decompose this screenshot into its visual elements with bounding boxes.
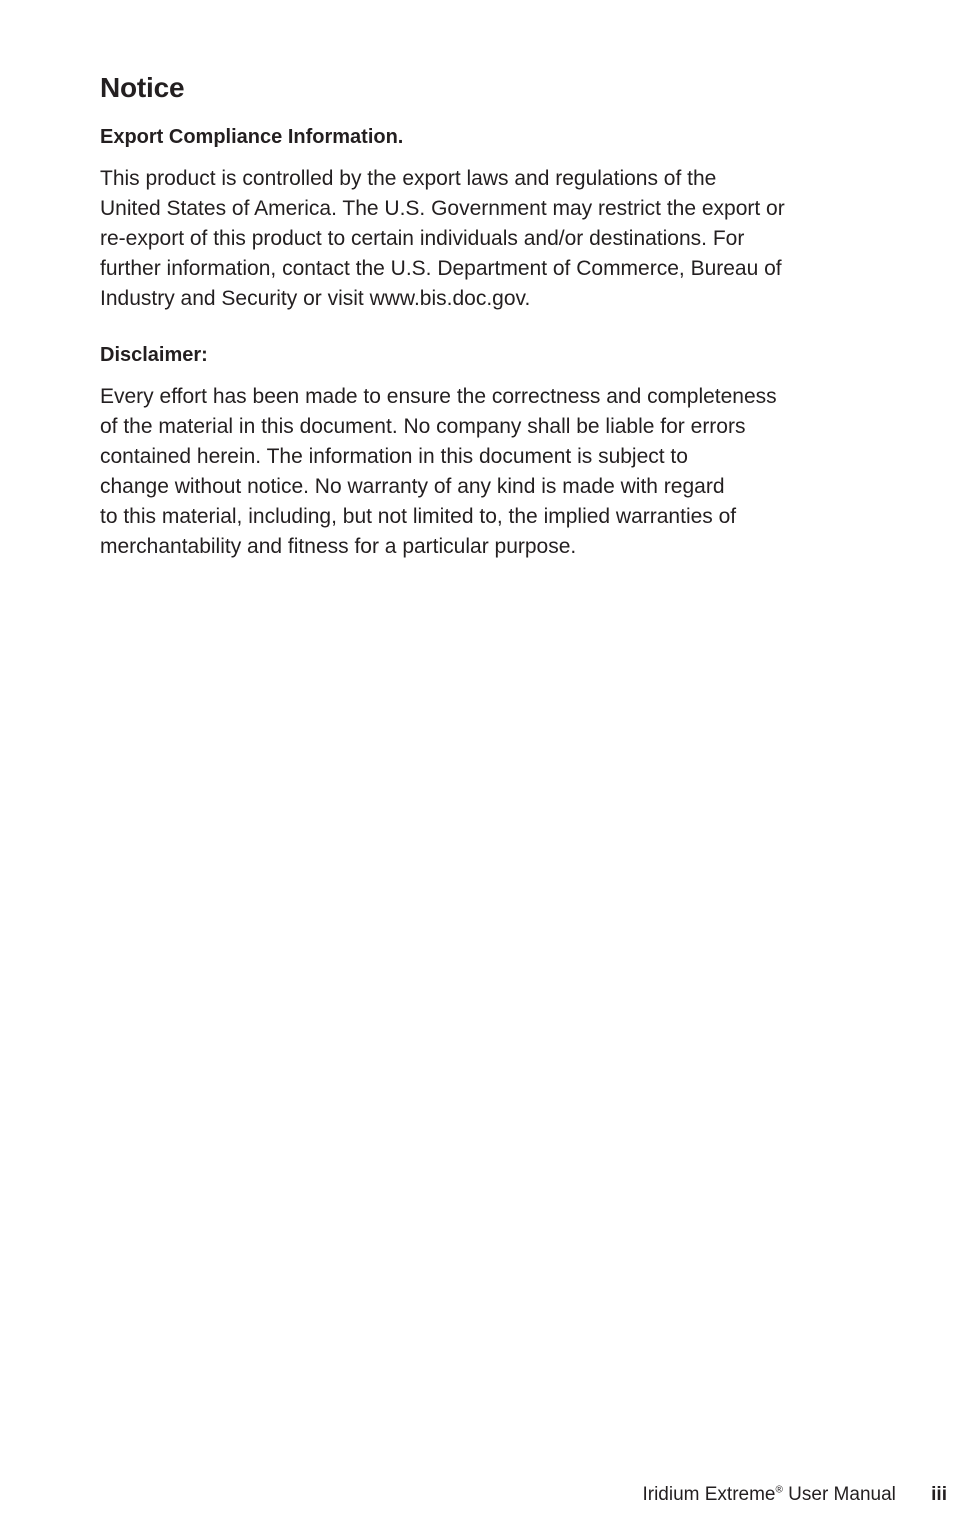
paragraph-line: This product is controlled by the export laws and regulations of the	[100, 167, 717, 190]
paragraph-line: change without notice. No warranty of any kind is made with regard	[100, 475, 725, 498]
page-number: iii	[931, 1484, 947, 1505]
disclaimer-paragraph	[100, 382, 880, 562]
paragraph-line: Every effort has been made to ensure the correctness and completeness	[100, 385, 777, 408]
paragraph-line: merchantability and fitness for a particular purpose.	[100, 535, 577, 558]
export-compliance-section	[100, 124, 880, 314]
paragraph-line: re-export of this product to certain individuals and/or destinations. For	[100, 227, 745, 250]
export-compliance-paragraph	[100, 164, 880, 314]
disclaimer-heading: Disclaimer:	[100, 344, 208, 366]
manual-name: Iridium Extreme	[642, 1484, 776, 1505]
paragraph-line: to this material, including, but not limited to, the implied warranties of	[100, 505, 737, 528]
manual-suffix: User Manual	[782, 1484, 896, 1505]
paragraph-line: contained herein. The information in this document is subject to	[100, 445, 688, 468]
section-spacer	[100, 314, 880, 342]
paragraph-line: Industry and Security or visit www.bis.doc.gov.	[100, 287, 531, 310]
paragraph-line: further information, contact the U.S. Department of Commerce, Bureau of	[100, 257, 782, 280]
page-footer	[642, 1482, 947, 1508]
paragraph-line: of the material in this document. No company shall be liable for errors	[100, 415, 746, 438]
paragraph-line: United States of America. The U.S. Government may restrict the export or	[100, 197, 785, 220]
page-title: Notice	[100, 72, 185, 103]
registered-mark: ®	[775, 1484, 783, 1496]
disclaimer-section	[100, 342, 880, 562]
page-content	[100, 70, 880, 562]
export-compliance-heading: Export Compliance Information.	[100, 126, 404, 148]
